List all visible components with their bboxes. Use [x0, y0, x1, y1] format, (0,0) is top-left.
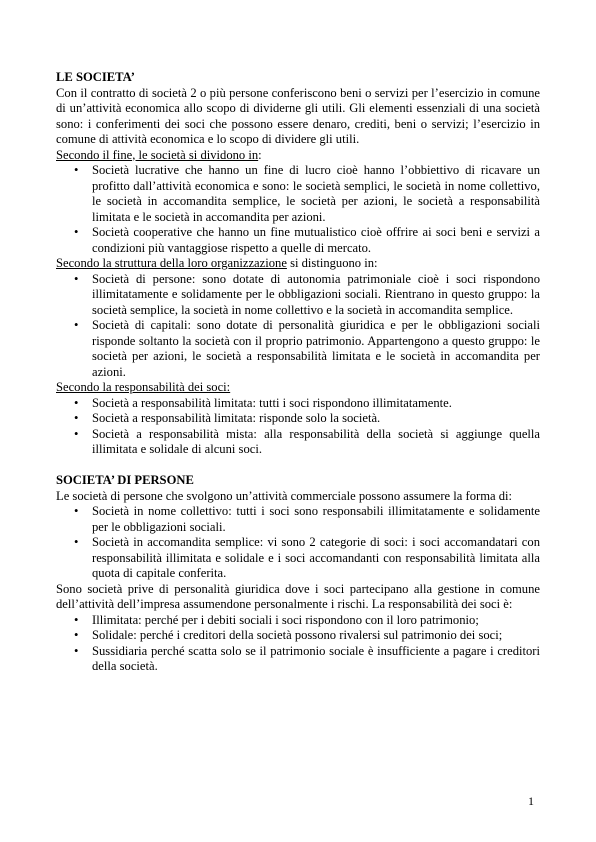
section-spacer — [56, 458, 540, 474]
bullet-icon: • — [74, 504, 79, 518]
intro-paragraph: Con il contratto di società 2 o più persone conferiscono beni o servizi per l’esercizio in comune di un’attività economica allo scopo di dividerne gli utili. Gli elementi essenziali di una società sono: i conferimenti dei soci che possono essere denaro, crediti, beni o servizi; l’esercizio in comune di attività economica e lo scopo di dividere gli utili. — [56, 85, 540, 146]
list-item-text: Società di persone: sono dotate di autonomia patrimoniale cioè i soci rispondono illimitatamente e solidamente per le obbligazioni sociali. Rientrano in questo gruppo: la società semplice, la società in nome collettivo e la società in accomandita semplice. — [92, 271, 540, 317]
list-item-text: Società in accomandita semplice: vi sono 2 categorie di soci: i soci accomandatari con responsabilità illimitata e solidale e i soci accomandanti con responsabilità limitata alla quota di capitale conferita. — [92, 535, 540, 580]
bullet-icon: • — [74, 395, 79, 410]
responsabilita-heading-line — [56, 380, 540, 396]
bullet-icon: • — [74, 271, 79, 286]
bullet-icon: • — [74, 411, 79, 425]
list-item — [56, 318, 540, 380]
fine-colon: : — [258, 147, 262, 162]
section2-paragraph: Sono società prive di personalità giuridica dove i soci partecipano alla gestione in comune dell’attività dell’impresa assumendone personalmente i rischi. La responsabilità dei soci è: — [56, 581, 540, 611]
section2-responsabilita-list — [56, 613, 540, 675]
list-item — [56, 396, 540, 412]
list-item-text: Società lucrative che hanno un fine di lucro cioè hanno l’obbiettivo di ricavare un profitto dall’attività economica e sono: le società semplici, le società in nome collettivo, le società in accomandita semplice, le società per azioni, le società a responsabilità limitata e le società in accomandita per azioni. — [92, 163, 540, 224]
bullet-icon: • — [74, 535, 79, 549]
bullet-icon: • — [74, 318, 79, 332]
list-item — [56, 504, 540, 535]
forma-list — [56, 504, 540, 582]
list-item-text: Società cooperative che hanno un fine mutualistico cioè offrire ai soci beni e servizi a condizioni più vantaggiose rispetto a quelle di mercato. — [92, 225, 540, 255]
list-item — [56, 272, 540, 319]
list-item-text: Società di capitali: sono dotate di personalità giuridica e per le obbligazioni sociali risponde soltanto la società con il proprio patrimonio. Appartengono a questo gruppo: le società per azioni, le società a responsabilità limitata e le società in accomandita per azioni. — [92, 318, 540, 379]
bullet-icon: • — [74, 225, 79, 239]
responsabilita-heading: Secondo la responsabilità dei soci: — [56, 380, 231, 394]
bullet-icon: • — [74, 426, 79, 441]
bullet-icon: • — [74, 163, 79, 177]
list-item-text: Società in nome collettivo: tutti i soci sono responsabili illimitatamente e solidamente per le obbligazioni sociali. — [92, 504, 540, 534]
section2-intro: Le società di persone che svolgono un’attività commerciale possono assumere la forma di: — [56, 488, 513, 503]
section-title-societa-di-persone: SOCIETA’ DI PERSONE — [56, 473, 194, 487]
page-number: 1 — [528, 794, 534, 808]
bullet-icon: • — [74, 628, 79, 642]
fine-list — [56, 163, 540, 256]
fine-heading-line — [56, 148, 540, 164]
list-item — [56, 535, 540, 582]
list-item-text: Società a responsabilità limitata: risponde solo la società. — [92, 411, 381, 425]
list-item-text: Sussidiaria perché scatta solo se il patrimonio sociale è insufficiente a pagare i creditori della società. — [92, 643, 540, 673]
fine-heading: Secondo il fine, le società si dividono in — [56, 147, 259, 162]
bullet-icon: • — [74, 643, 79, 658]
section-title-le-societa: LE SOCIETA’ — [56, 70, 135, 84]
list-item — [56, 613, 540, 629]
list-item-text: Solidale: perché i creditori della società possono rivalersi sul patrimonio dei soci; — [92, 628, 503, 642]
struttura-rest: si distinguono in: — [286, 256, 378, 270]
list-item-text: Società a responsabilità mista: alla responsabilità della società si aggiunge quella illimitata e solidale di alcuni soci. — [92, 426, 540, 456]
responsabilita-list — [56, 396, 540, 458]
list-item-text: Illimitata: perché per i debiti sociali i soci rispondono con il loro patrimonio; — [92, 612, 479, 627]
list-item — [56, 628, 540, 644]
list-item-text: Società a responsabilità limitata: tutti i soci rispondono illimitatamente. — [92, 395, 452, 410]
bullet-icon: • — [74, 612, 79, 627]
list-item — [56, 163, 540, 225]
list-item — [56, 411, 540, 427]
struttura-heading-line — [56, 256, 540, 272]
struttura-list — [56, 272, 540, 381]
struttura-heading: Secondo la struttura della loro organizzazione — [56, 256, 287, 270]
list-item — [56, 644, 540, 675]
document-page — [56, 70, 540, 675]
list-item — [56, 427, 540, 458]
list-item — [56, 225, 540, 256]
